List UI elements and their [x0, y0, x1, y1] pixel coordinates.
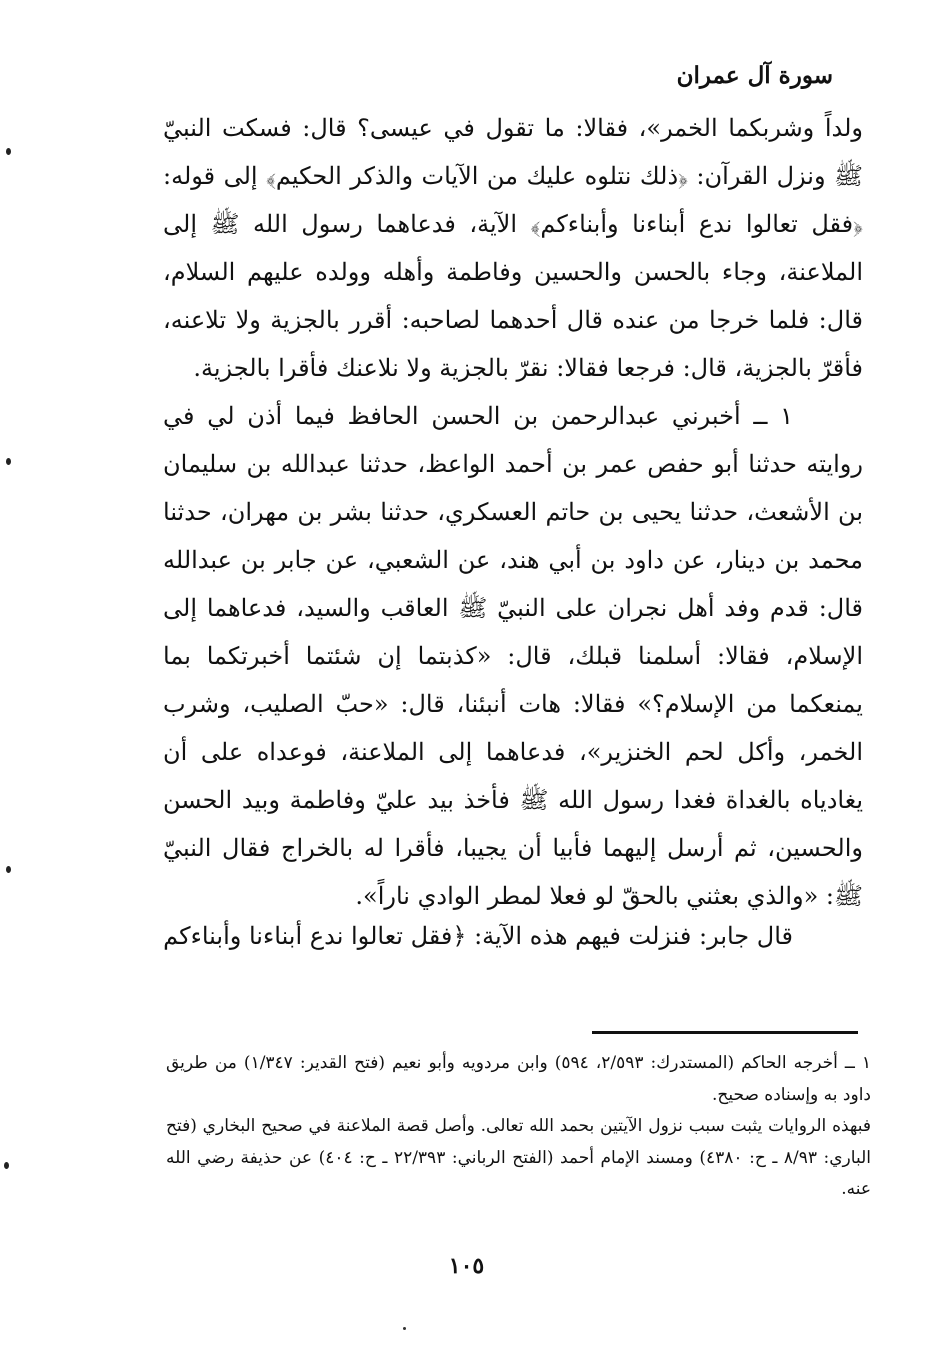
- paragraph-text: ولداً وشربكما الخمر»، فقالا: ما تقول في عيسى؟ قال: فسكت النبيّ ﷺ ونزل القرآن: ﴿ذلك نتلوه عليك من الآيات والذكر الحكيم﴾ إلى قوله: ﴿فقل تعالوا ندع أبناءنا وأبناءكم﴾ الآية، فدعاهما رسول الله ﷺ إلى الملاعنة، وجاء بالحسن والحسين وفاطمة وأهله وولده عليهم السلام، قال: فلما خرجا من عنده قال أحدهما لصاحبه: أقرر بالجزية ولا تلاعنه، فأقرّ بالجزية، قال: فرجعا فقالا: نقرّ بالجزية ولا نلاعنك فأقرا بالجزية.: [163, 114, 864, 382]
- paragraph-text: قال جابر: فنزلت فيهم هذه الآية: ﴿فقل تعالوا ندع أبناءنا وأبناءكم: [163, 922, 793, 950]
- footnote-1-continued: فبهذه الروايات يثبت سبب نزول الآيتين بحمد الله تعالى. وأصل قصة الملاعنة في صحيح البخاري (فتح الباري: ٨/٩٣ ـ ح: ٤٣٨٠) ومسند الإمام أحمد (الفتح الرباني: ٢٢/٣٩٣ ـ ح: ٤٠٤) عن حذيفة رضي الله عنه.: [166, 1116, 871, 1199]
- footnote-divider: [592, 1031, 858, 1034]
- hadith-paragraph: [163, 392, 863, 920]
- footnotes: [166, 1048, 871, 1206]
- scan-mark: [4, 1162, 9, 1169]
- page-number: ١٠٥: [448, 1253, 485, 1279]
- closing-paragraph: [163, 912, 863, 960]
- scan-mark: [6, 866, 11, 873]
- running-header: سورة آل عمران: [676, 62, 833, 89]
- scan-mark: [6, 458, 11, 465]
- scan-dot: [403, 1327, 406, 1330]
- paragraph-text: ١ ــ أخبرني عبدالرحمن بن الحسن الحافظ فيما أذن لي في روايته حدثنا أبو حفص عمر بن أحمد الواعظ، حدثنا عبدالله بن سليمان بن الأشعث، حدثنا يحيى بن حاتم العسكري، حدثنا بشر بن مهران، حدثنا محمد بن دينار، عن داود بن أبي هند، عن الشعبي، عن جابر بن عبدالله قال: قدم وفد أهل نجران على النبيّ ﷺ العاقب والسيد، فدعاهما إلى الإسلام، فقالا: أسلمنا قبلك، قال: «كذبتما إن شئتما أخبرتكما بما يمنعكما من الإسلام؟» فقالا: هات أنبئنا، قال: «حبّ الصليب، وشرب الخمر، وأكل لحم الخنزير»، فدعاهما إلى الملاعنة، فوعداه على أن يغادياه بالغداة فغدا رسول الله ﷺ فأخذ بيد عليّ وفاطمة وبيد الحسن والحسين، ثم أرسل إليهما فأبيا أن يجيبا، فأقرا له بالخراج فقال النبيّ ﷺ: «والذي بعثني بالحقّ لو فعلا لمطر الوادي ناراً».: [163, 402, 863, 910]
- paragraph-continued: [163, 104, 863, 392]
- footnote-1: ١ ــ أخرجه الحاكم (المستدرك: ٢/٥٩٣، ٥٩٤) وابن مردويه وأبو نعيم (فتح القدير: ١/٣٤٧) من طريق داود به وإسناده صحيح.: [166, 1053, 871, 1105]
- scan-mark: [6, 148, 11, 155]
